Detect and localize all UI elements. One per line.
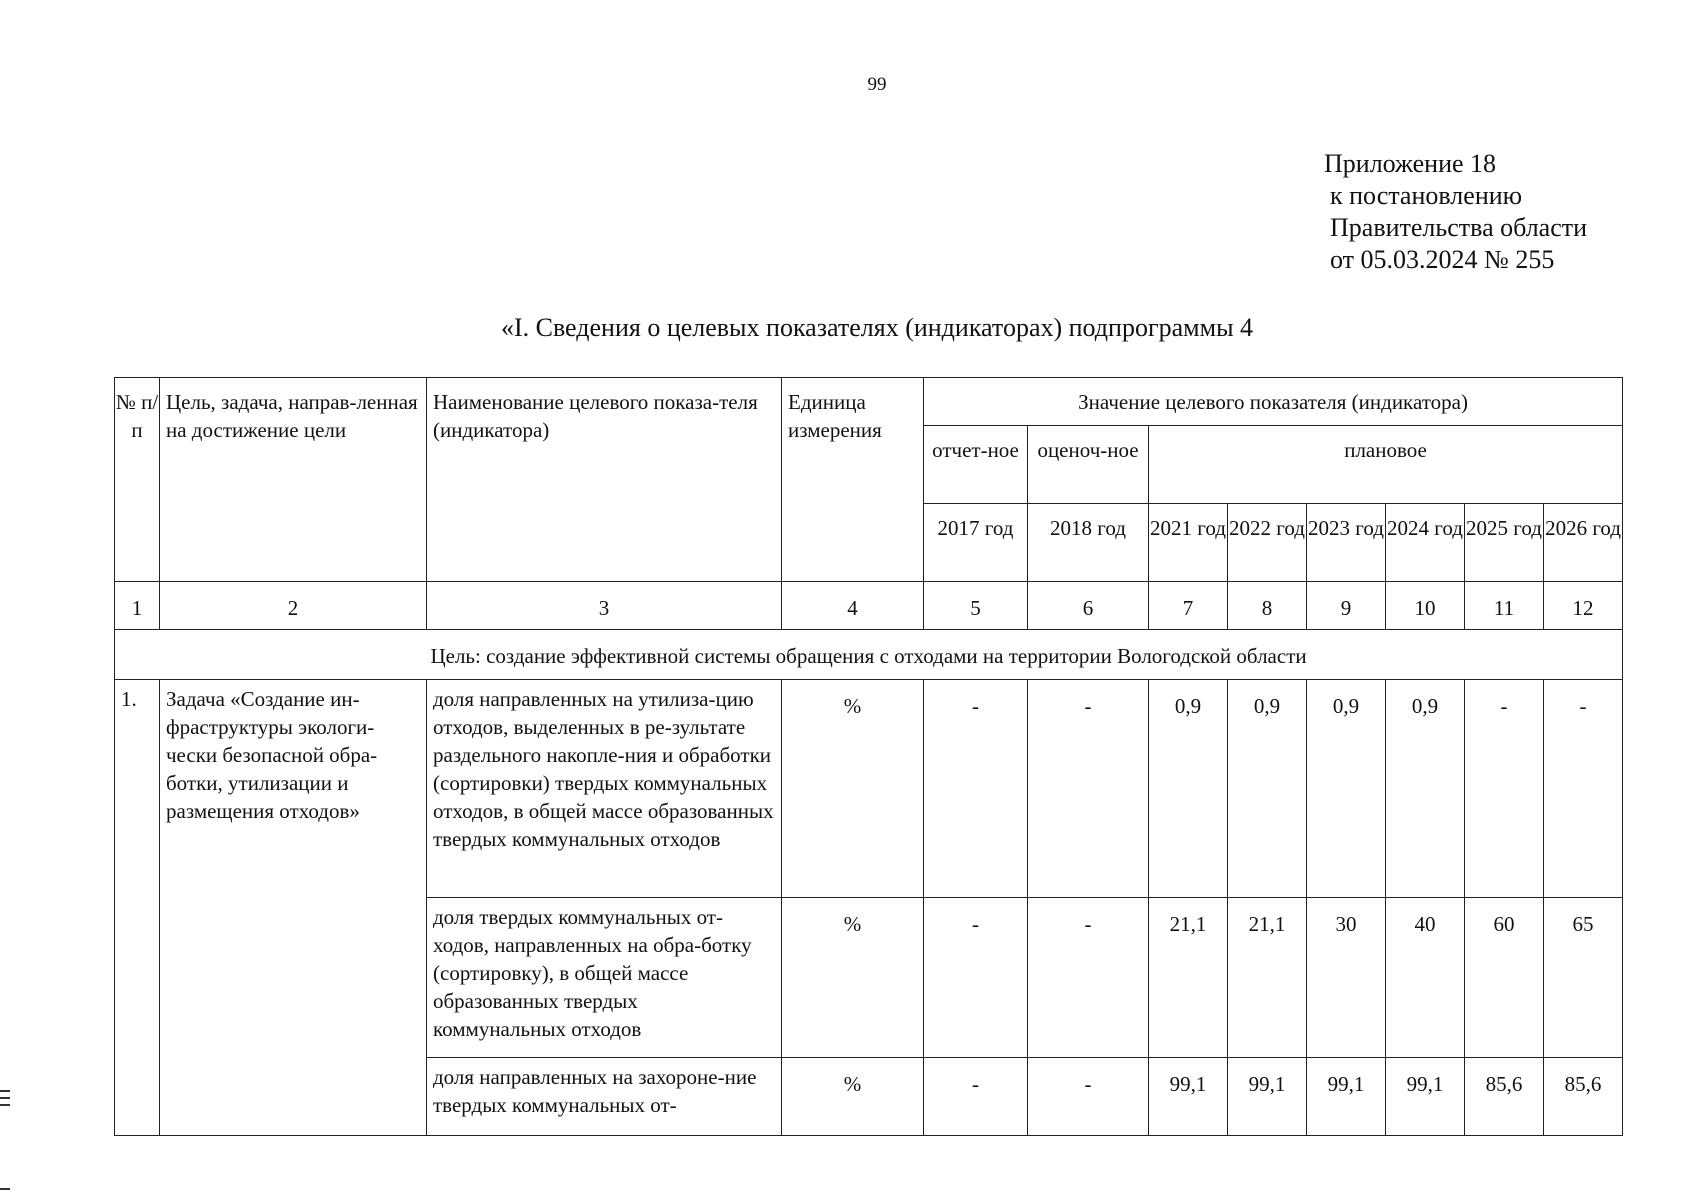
indicator-name: доля твердых коммунальных от-ходов, направленных на обра-ботку (сортировку), в общей массе образованных твердых коммунальных отходов [427,898,782,1058]
header-year: 2022 год [1228,504,1307,582]
value-cell: 21,1 [1228,898,1307,1058]
page-title: «I. Сведения о целевых показателях (индикаторах) подпрограммы 4 [500,313,1254,342]
column-number: 6 [1028,582,1149,630]
appendix-block [1324,148,1587,276]
header-unit: Единица измерения [782,378,924,582]
value-cell: - [1465,680,1544,898]
table-row [115,680,1623,898]
column-number: 8 [1228,582,1307,630]
value-cell: - [1028,898,1149,1058]
appendix-line-3: Правительства области [1330,213,1588,242]
unit-cell: % [782,680,924,898]
column-number: 9 [1307,582,1386,630]
appendix-line-1: Приложение 18 [1324,149,1497,178]
header-year: 2025 год [1465,504,1544,582]
value-cell: 30 [1307,898,1386,1058]
header-year: 2023 год [1307,504,1386,582]
header-estimated: оценоч-ное [1028,426,1149,504]
header-indicator: Наименование целевого показа-теля (индикатора) [427,378,782,582]
value-cell: 99,1 [1228,1058,1307,1136]
column-number: 5 [924,582,1028,630]
header-year: 2018 год [1028,504,1149,582]
task-number: 1. [115,680,160,1136]
value-cell: 99,1 [1149,1058,1228,1136]
column-number: 11 [1465,582,1544,630]
column-number: 3 [427,582,782,630]
value-cell: - [1028,1058,1149,1136]
task-text: Задача «Создание ин-фраструктуры экологи-чески безопасной обра-ботки, утилизации и размещения отходов» [160,680,427,1136]
header-value: Значение целевого показателя (индикатора) [924,378,1623,426]
header-year: 2026 год [1544,504,1623,582]
scan-margin-mark [0,1104,10,1106]
value-cell: 85,6 [1544,1058,1623,1136]
header-year: 2021 год [1149,504,1228,582]
value-cell: 0,9 [1149,680,1228,898]
value-cell: 0,9 [1386,680,1465,898]
header-planned: плановое [1149,426,1623,504]
column-number: 12 [1544,582,1623,630]
column-numbers-row [115,582,1623,630]
value-cell: - [924,680,1028,898]
indicators-table [114,377,1623,1136]
appendix-line-2: к постановлению [1330,181,1523,210]
value-cell: 65 [1544,898,1623,1058]
scan-margin-mark [0,1097,10,1099]
column-number: 2 [160,582,427,630]
header-no: № п/ п [115,378,160,582]
page-number: 99 [867,74,887,95]
value-cell: 99,1 [1307,1058,1386,1136]
appendix-line-4: от 05.03.2024 № 255 [1330,245,1555,274]
header-year: 2017 год [924,504,1028,582]
value-cell: - [1028,680,1149,898]
indicator-name: доля направленных на утилиза-цию отходов, выделенных в ре-зультате раздельного накопле-ния и обработки (сортировки) твердых коммунальных отходов, в общей массе образованных твердых коммунальных отходов [427,680,782,898]
value-cell: 40 [1386,898,1465,1058]
header-year: 2024 год [1386,504,1465,582]
scan-margin-mark [0,1188,10,1190]
header-reported: отчет-ное [924,426,1028,504]
value-cell: 0,9 [1307,680,1386,898]
goal-row: Цель: создание эффективной системы обращения с отходами на территории Вологодской области [115,630,1623,680]
value-cell: - [1544,680,1623,898]
indicator-name: доля направленных на захороне-ние твердых коммунальных от- [427,1058,782,1136]
unit-cell: % [782,898,924,1058]
value-cell: 0,9 [1228,680,1307,898]
header-goal: Цель, задача, направ-ленная на достижение цели [160,378,427,582]
unit-cell: % [782,1058,924,1136]
scan-margin-mark [0,1090,10,1092]
value-cell: 85,6 [1465,1058,1544,1136]
value-cell: 21,1 [1149,898,1228,1058]
column-number: 4 [782,582,924,630]
column-number: 10 [1386,582,1465,630]
value-cell: 60 [1465,898,1544,1058]
value-cell: - [924,898,1028,1058]
column-number: 1 [115,582,160,630]
column-number: 7 [1149,582,1228,630]
value-cell: - [924,1058,1028,1136]
value-cell: 99,1 [1386,1058,1465,1136]
